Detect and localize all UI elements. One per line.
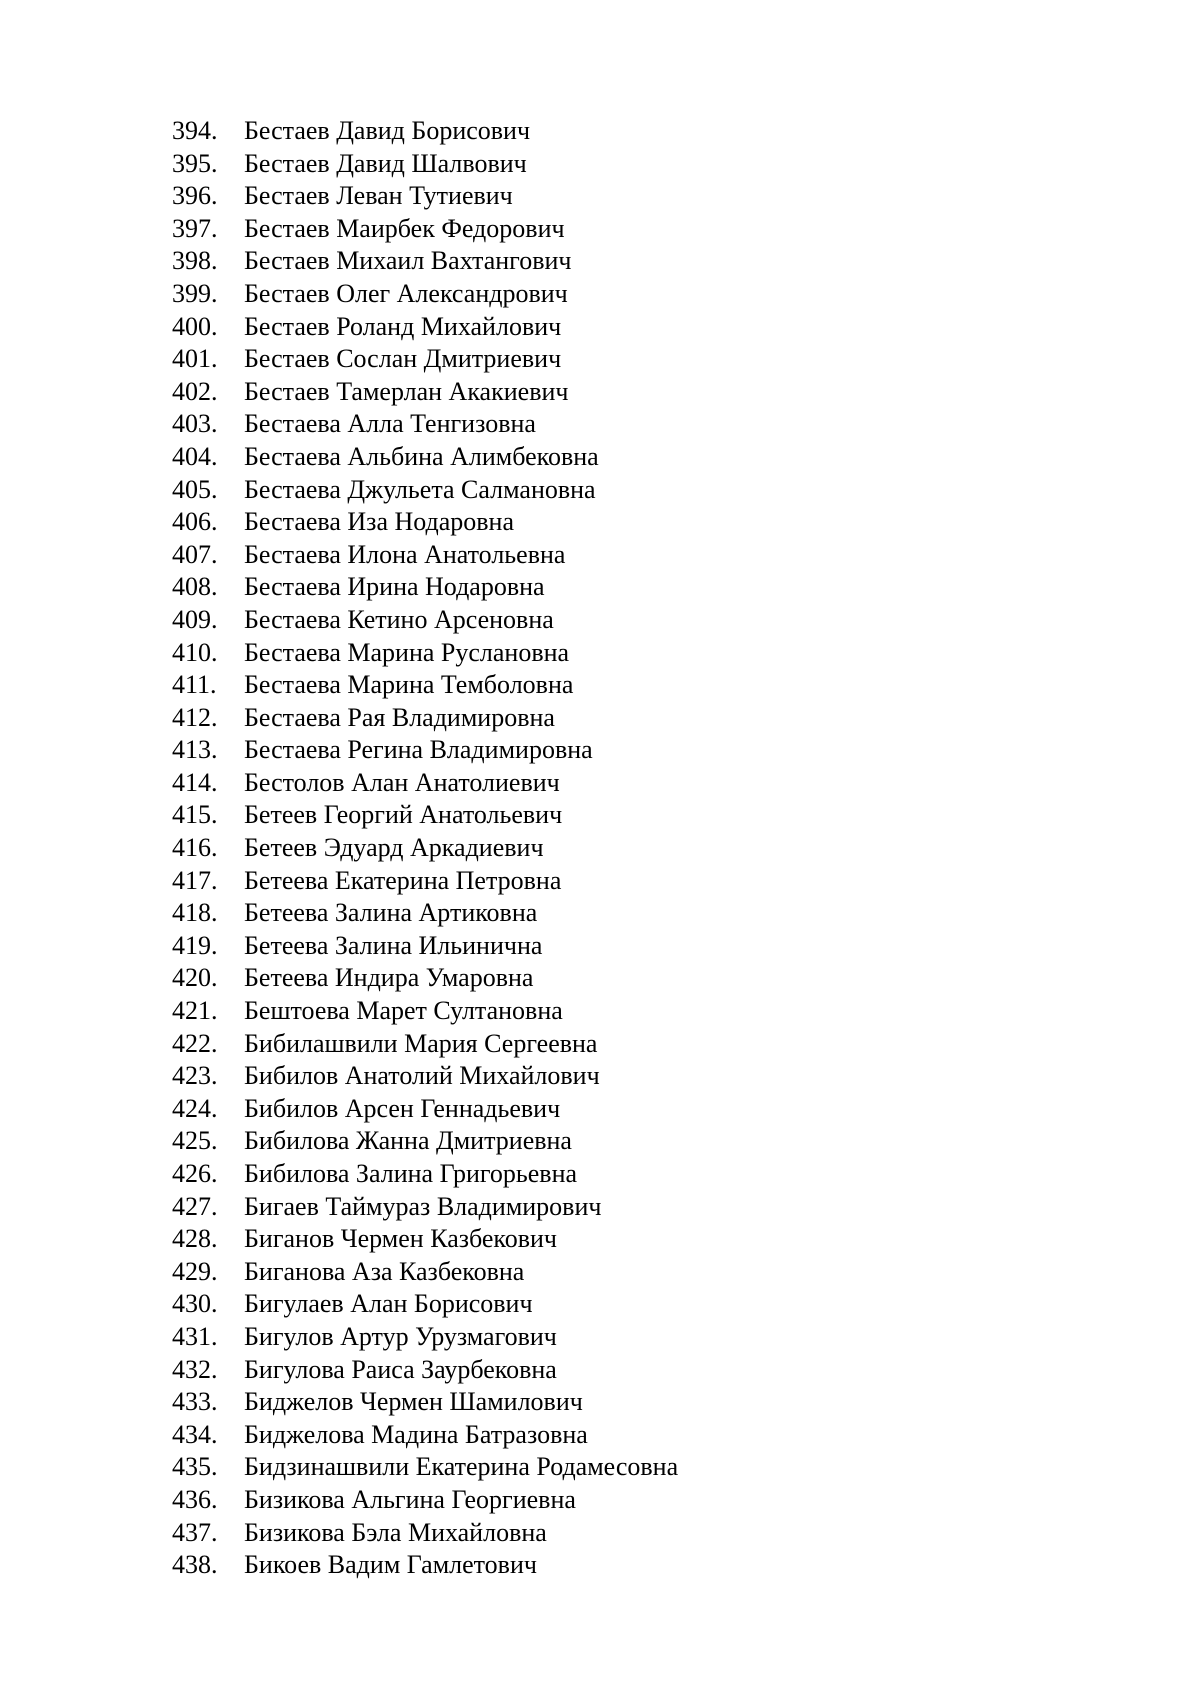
item-name: Бетеев Георгий Анатольевич — [244, 800, 563, 830]
item-name: Бетеев Эдуард Аркадиевич — [244, 833, 544, 863]
item-number: 425. — [172, 1126, 218, 1156]
item-number: 410. — [172, 637, 218, 667]
item-name: Бестаев Маирбек Федорович — [244, 213, 565, 243]
list-item — [172, 278, 678, 311]
item-number: 417. — [172, 865, 218, 895]
list-item — [172, 1060, 678, 1093]
item-number: 430. — [172, 1289, 218, 1319]
item-number: 412. — [172, 702, 218, 732]
list-item — [172, 1484, 678, 1517]
item-name: Бибилашвили Мария Сергеевна — [244, 1028, 598, 1058]
item-number: 398. — [172, 246, 218, 276]
list-item — [172, 1125, 678, 1158]
list-item — [172, 245, 678, 278]
item-number: 399. — [172, 278, 218, 308]
list-item — [172, 115, 678, 148]
item-name: Бестаева Джульета Салмановна — [244, 474, 596, 504]
item-number: 406. — [172, 507, 218, 537]
item-name: Бетеева Залина Ильинична — [244, 930, 543, 960]
list-item — [172, 799, 678, 832]
item-name: Бестаев Леван Тутиевич — [244, 181, 513, 211]
list-item — [172, 311, 678, 344]
item-name: Бештоева Марет Султановна — [244, 996, 563, 1026]
list-item — [172, 1321, 678, 1354]
item-name: Бестаев Олег Александрович — [244, 278, 568, 308]
item-name: Бестаева Иза Нодаровна — [244, 507, 515, 537]
name-list — [172, 115, 678, 1582]
item-number: 402. — [172, 376, 218, 406]
item-name: Бестаева Марина Руслановна — [244, 637, 570, 667]
list-item — [172, 734, 678, 767]
list-item — [172, 408, 678, 441]
list-item — [172, 1223, 678, 1256]
list-item — [172, 1354, 678, 1387]
item-number: 414. — [172, 767, 218, 797]
list-item — [172, 962, 678, 995]
item-name: Биджелов Чермен Шамилович — [244, 1387, 583, 1417]
list-item — [172, 1256, 678, 1289]
item-number: 404. — [172, 441, 218, 471]
item-name: Бестаева Рая Владимировна — [244, 702, 555, 732]
list-item — [172, 441, 678, 474]
item-number: 418. — [172, 898, 218, 928]
item-name: Бетеева Залина Артиковна — [244, 898, 538, 928]
item-number: 401. — [172, 344, 218, 374]
item-number: 394. — [172, 116, 218, 145]
item-number: 422. — [172, 1028, 218, 1058]
item-name: Бибилова Жанна Дмитриевна — [244, 1126, 572, 1156]
item-number: 413. — [172, 735, 218, 765]
item-number: 408. — [172, 572, 218, 602]
list-item — [172, 930, 678, 963]
item-number: 411. — [172, 670, 217, 700]
list-item — [172, 474, 678, 507]
item-name: Бестолов Алан Анатолиевич — [244, 767, 560, 797]
list-item — [172, 180, 678, 213]
item-name: Бизикова Бэла Михайловна — [244, 1517, 547, 1547]
item-number: 403. — [172, 409, 218, 439]
item-number: 409. — [172, 604, 218, 634]
item-number: 400. — [172, 311, 218, 341]
list-item — [172, 506, 678, 539]
item-number: 429. — [172, 1256, 218, 1286]
item-name: Биганова Аза Казбековна — [244, 1256, 525, 1286]
list-item — [172, 1451, 678, 1484]
list-item — [172, 343, 678, 376]
item-name: Бигулова Раиса Заурбековна — [244, 1354, 557, 1384]
list-item — [172, 1028, 678, 1061]
item-name: Бидзинашвили Екатерина Родамесовна — [244, 1452, 679, 1482]
list-item — [172, 832, 678, 865]
item-number: 421. — [172, 996, 218, 1026]
list-item — [172, 376, 678, 409]
item-number: 436. — [172, 1484, 218, 1514]
item-name: Бигаев Таймураз Владимирович — [244, 1191, 602, 1221]
item-name: Бестаев Давид Шалвович — [244, 148, 527, 178]
list-item — [172, 1386, 678, 1419]
item-name: Бибилов Арсен Геннадьевич — [244, 1093, 561, 1123]
item-name: Бестаев Сослан Дмитриевич — [244, 344, 562, 374]
item-name: Бестаев Тамерлан Акакиевич — [244, 376, 569, 406]
item-name: Бестаева Регина Владимировна — [244, 735, 593, 765]
list-item — [172, 539, 678, 572]
item-number: 397. — [172, 213, 218, 243]
item-name: Бестаева Кетино Арсеновна — [244, 604, 554, 634]
list-item — [172, 897, 678, 930]
item-name: Бестаев Роланд Михайлович — [244, 311, 562, 341]
list-item — [172, 1549, 678, 1582]
item-number: 420. — [172, 963, 218, 993]
item-number: 426. — [172, 1159, 218, 1188]
item-number: 419. — [172, 930, 218, 960]
item-number: 434. — [172, 1419, 218, 1449]
list-item — [172, 1517, 678, 1550]
item-name: Биганов Чермен Казбекович — [244, 1224, 558, 1254]
item-number: 416. — [172, 833, 218, 863]
item-name: Бибилова Залина Григорьевна — [244, 1159, 578, 1188]
list-item — [172, 604, 678, 637]
item-number: 407. — [172, 539, 218, 569]
list-item — [172, 1191, 678, 1224]
list-item — [172, 571, 678, 604]
item-number: 432. — [172, 1354, 218, 1384]
item-name: Бибилов Анатолий Михайлович — [244, 1061, 600, 1091]
item-name: Бестаев Михаил Вахтангович — [244, 246, 572, 276]
item-name: Бетеева Индира Умаровна — [244, 963, 534, 993]
item-name: Бетеева Екатерина Петровна — [244, 865, 562, 895]
list-item — [172, 702, 678, 735]
item-name: Бестаев Давид Борисович — [244, 116, 531, 145]
list-item — [172, 213, 678, 246]
item-number: 431. — [172, 1321, 218, 1351]
item-name: Бестаева Илона Анатольевна — [244, 539, 566, 569]
item-number: 437. — [172, 1517, 218, 1547]
item-number: 424. — [172, 1093, 218, 1123]
item-name: Бестаева Алла Тенгизовна — [244, 409, 536, 439]
item-number: 427. — [172, 1191, 218, 1221]
list-item — [172, 1093, 678, 1126]
list-item — [172, 637, 678, 670]
item-number: 433. — [172, 1387, 218, 1417]
list-item — [172, 1158, 678, 1191]
item-name: Бестаева Марина Темболовна — [244, 670, 574, 700]
item-name: Бигулаев Алан Борисович — [244, 1289, 533, 1319]
item-number: 405. — [172, 474, 218, 504]
item-name: Бигулов Артур Урузмагович — [244, 1321, 557, 1351]
item-number: 438. — [172, 1550, 218, 1580]
list-item — [172, 865, 678, 898]
list-item — [172, 767, 678, 800]
list-item — [172, 995, 678, 1028]
item-number: 435. — [172, 1452, 218, 1482]
item-name: Бизикова Альгина Георгиевна — [244, 1484, 576, 1514]
item-name: Бестаева Альбина Алимбековна — [244, 441, 599, 471]
list-item — [172, 148, 678, 181]
list-item — [172, 1419, 678, 1452]
item-number: 423. — [172, 1061, 218, 1091]
item-number: 415. — [172, 800, 218, 830]
item-number: 428. — [172, 1224, 218, 1254]
list-item — [172, 669, 678, 702]
item-name: Бестаева Ирина Нодаровна — [244, 572, 545, 602]
item-name: Бикоев Вадим Гамлетович — [244, 1550, 537, 1580]
item-name: Биджелова Мадина Батразовна — [244, 1419, 588, 1449]
item-number: 396. — [172, 181, 218, 211]
item-number: 395. — [172, 148, 218, 178]
list-item — [172, 1288, 678, 1321]
